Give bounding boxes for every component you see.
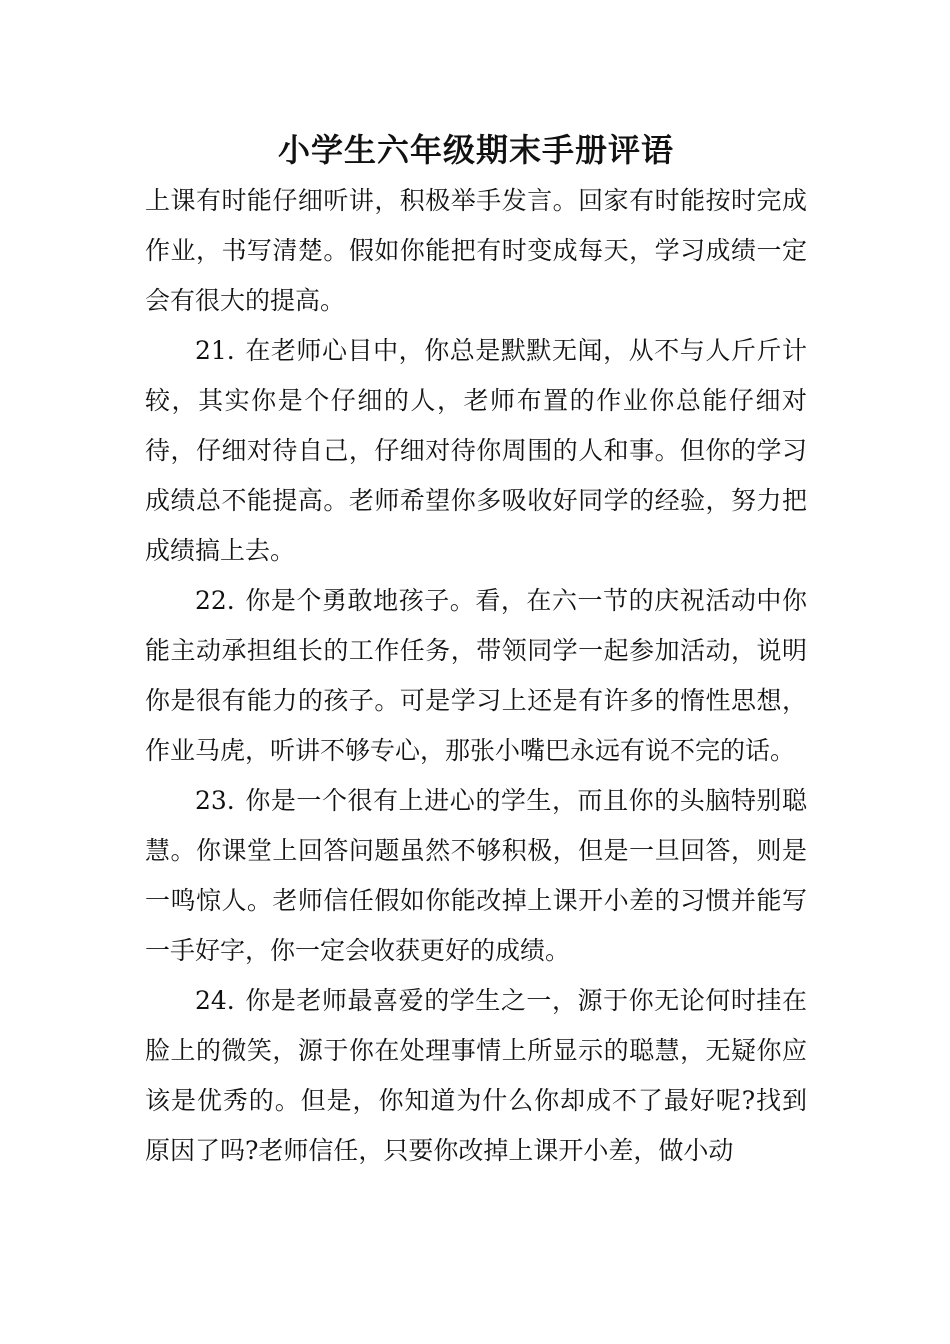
item-text: 你是一个很有上进心的学生，而且你的头脑特别聪慧。你课堂上回答问题虽然不够积极，但是一旦回答，则是一鸣惊人。老师信任假如你能改掉上课开小差的习惯并能写一手好字，你一定会收获更好的成绩。: [145, 786, 807, 965]
item-text: 在老师心目中，你总是默默无闻，从不与人斤斤计较，其实你是个仔细的人，老师布置的作业你总能仔细对待，仔细对待自己，仔细对待你周围的人和事。但你的学习成绩总不能提高。老师希望你多吸收好同学的经验，努力把成绩搞上去。: [145, 336, 807, 565]
item-text: 你是个勇敢地孩子。看，在六一节的庆祝活动中你能主动承担组长的工作任务，带领同学一起参加活动，说明你是很有能力的孩子。可是学习上还是有许多的惰性思想，作业马虎，听讲不够专心，那张小嘴巴永远有说不完的话。: [145, 586, 807, 765]
comment-item-22: [145, 576, 807, 776]
comment-item-23: [145, 776, 807, 976]
comment-item-24: [145, 976, 807, 1176]
item-number: 22.: [195, 586, 235, 615]
item-number: 23.: [195, 786, 235, 815]
item-number: 21.: [195, 336, 235, 365]
document-title: 小学生六年级期末手册评语: [277, 131, 674, 169]
document-page: [145, 124, 807, 1176]
comment-item-21: [145, 326, 807, 576]
item-text: 你是老师最喜爱的学生之一，源于你无论何时挂在脸上的微笑，源于你在处理事情上所显示的聪慧，无疑你应该是优秀的。但是，你知道为什么你却成不了最好呢?找到原因了吗?老师信任，只要你改掉上课开小差，做小动: [145, 986, 807, 1165]
intro-paragraph: 上课有时能仔细听讲，积极举手发言。回家有时能按时完成作业，书写清楚。假如你能把有时变成每天，学习成绩一定会有很大的提高。: [145, 186, 807, 315]
item-number: 24.: [195, 986, 235, 1015]
